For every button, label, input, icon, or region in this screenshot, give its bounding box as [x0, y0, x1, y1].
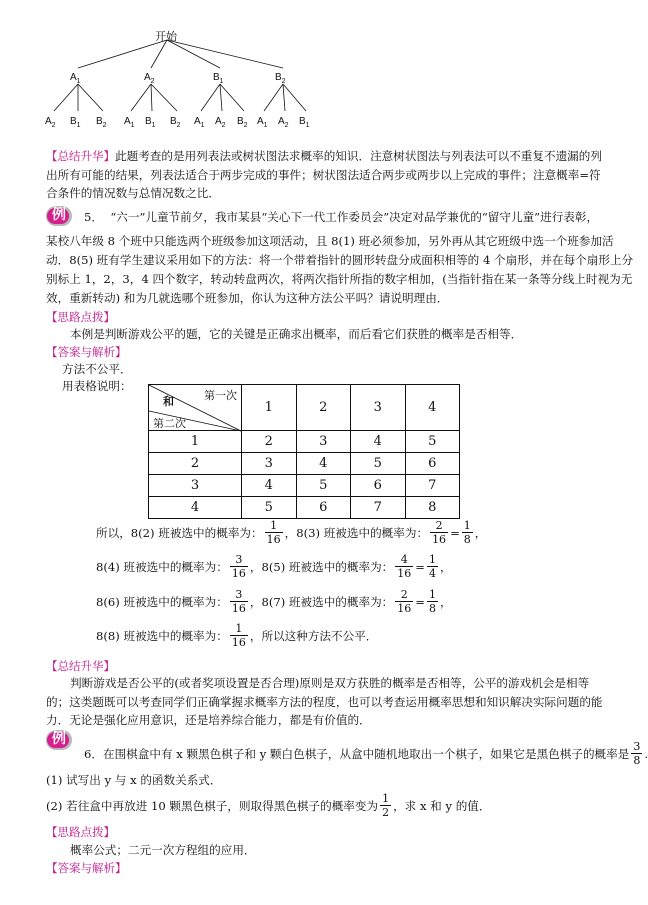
example-5-line-2: 某校八年级 8 个班中只能选两个班级参加这项活动，且 8(1) 班必须参加，另外再从其它班级中选一个班参加活: [46, 234, 614, 248]
table-row: [149, 453, 460, 475]
table-row: [149, 475, 460, 497]
tree-leaf: $B_1$: [145, 116, 156, 129]
tree-leaf: $B_2$: [170, 116, 181, 129]
prob-line-4: 8(8) 班被选中的概率为： $\frac{1}{16}$ ，所以这种方法不公平．: [96, 622, 378, 649]
table-cell: 4: [296, 453, 351, 475]
answer-line-2: 用表格说明：: [62, 379, 132, 393]
tree-leaf: $A_2$: [215, 116, 226, 129]
table-cell: 3: [242, 453, 297, 475]
fraction: $\frac{1}{16}$: [231, 622, 246, 649]
answer-tag: 【答案与解析】: [46, 345, 127, 359]
answer-line-1: 方法不公平．: [62, 362, 132, 376]
table-corner: [149, 385, 242, 431]
table-cell: 7: [405, 475, 460, 497]
summary-tag-2: 【总结升华】: [46, 659, 115, 673]
col-header: 3: [351, 385, 406, 431]
sum-table: [148, 384, 460, 519]
example-badge: 例: [46, 206, 72, 226]
fraction: $\frac{4}{16}$: [397, 553, 412, 580]
tree-leaf: $A_1$: [124, 116, 135, 129]
col-header: 4: [405, 385, 460, 431]
hint-text: 本例是判断游戏公平的题，它的关键是正确求出概率，而后看它们获胜的概率是否相等．: [70, 327, 523, 341]
example-5-line-1: 5． “六一”儿童节前夕，我市某县“关心下一代工作委员会”决定对品学兼优的“留守儿童”进行表彰，: [84, 210, 599, 224]
tree-leaf: $B_2$: [96, 116, 107, 129]
fraction: $\frac{1}{16}$: [266, 519, 281, 546]
summary-tag: 【总结升华】: [46, 149, 115, 163]
example-badge: 例: [46, 730, 72, 750]
corner-first: 第一次: [204, 389, 237, 402]
prob-line-2: 8(4) 班被选中的概率为： $\frac{3}{16}$ ，8(5) 班被选中的概率为： $\frac{4}{16}$ = $\frac{1}{4}$ ，: [96, 553, 452, 580]
summary-1: [46, 147, 606, 203]
fraction: $\frac{1}{2}$: [382, 792, 390, 819]
fraction: $\frac{1}{8}$: [429, 588, 436, 615]
tree-node: $B_2$: [275, 72, 286, 85]
corner-sum: 和: [163, 395, 174, 408]
table-cell: 4: [351, 431, 406, 453]
table-cell: 6: [296, 497, 351, 519]
fraction: $\frac{1}{4}$: [429, 553, 436, 580]
example-6-q1: (1) 试写出 y 与 x 的函数关系式．: [46, 773, 222, 787]
tree-root: 开始: [155, 31, 177, 43]
table-cell: 5: [296, 475, 351, 497]
table-cell: 6: [351, 475, 406, 497]
tree-level1: [70, 72, 286, 85]
table-cell: 2: [242, 431, 297, 453]
row-header: 1: [149, 431, 242, 453]
col-header: 1: [242, 385, 297, 431]
tree-leaf: $A_2$: [278, 116, 289, 129]
fraction: $\frac{2}{16}$: [397, 588, 412, 615]
table-cell: 5: [242, 497, 297, 519]
row-header: 2: [149, 453, 242, 475]
corner-second: 第二次: [153, 417, 186, 430]
example-5-line-3: 动．8(5) 班有学生建议采用如下的方法：将一个带着指针的圆形转盘分成面积相等的 4 个扇形，并在每个扇形上分: [46, 253, 634, 267]
tree-node: $B_1$: [213, 72, 224, 85]
hint-tag-2: 【思路点拨】: [46, 825, 115, 839]
tree-leaf: $B_2$: [237, 116, 248, 129]
table-row: [149, 497, 460, 519]
table-cell: 5: [405, 431, 460, 453]
tree-node: $A_2$: [144, 72, 155, 85]
summary-2-text: 判断游戏是否公平的(或者奖项设置是否合理)原则是双方获胜的概率是否相等，公平的游戏机会是相等的；这类题既可以考查同学们正确掌握求概率方法的程度，也可以考查运用概率思想和知识解决实际问题的能力．无论是强化应用意识，还是培养综合能力，都是有价值的．: [46, 676, 603, 727]
fraction: $\frac{3}{8}$: [633, 740, 641, 767]
example-5-line-5: 效，重新转动) 和为几就选哪个班参加，你认为这种方法公平吗？请说明理由．: [46, 291, 449, 305]
fraction: $\frac{1}{8}$: [463, 519, 471, 546]
table-cell: 5: [351, 453, 406, 475]
col-header: 2: [296, 385, 351, 431]
table-row: [149, 431, 460, 453]
row-header: 3: [149, 475, 242, 497]
hint-text-2: 概率公式；二元一次方程组的应用．: [70, 843, 256, 857]
hint-tag: 【思路点拨】: [46, 310, 115, 324]
table-cell: 8: [405, 497, 460, 519]
tree-leaf: $A_2$: [45, 116, 56, 129]
table-cell: 3: [296, 431, 351, 453]
table-cell: 6: [405, 453, 460, 475]
example-6-line: 6．在围棋盒中有 x 颗黑色棋子和 y 颗白色棋子，从盒中随机地取出一个棋子，如果它是黑色棋子的概率是 $\frac{3}{8}$ .: [84, 740, 648, 767]
summary-text: 此题考查的是用列表法或树状图法求概率的知识．注意树状图法与列表法可以不重复不遗漏的列出所有可能的结果，列表法适合于两步完成的事件；树状图法适合两步或两步以上完成的事件；注意概率=符合条件的情况数与总情况数之比．: [46, 149, 602, 200]
prob-line-3: 8(6) 班被选中的概率为： $\frac{3}{16}$ ，8(7) 班被选中的概率为： $\frac{2}{16}$ = $\frac{1}{8}$ ，: [96, 588, 452, 615]
tree-node: $A_1$: [70, 72, 81, 85]
table-cell: 4: [242, 475, 297, 497]
tree-leaf: $A_1$: [194, 116, 205, 129]
table-cell: 7: [351, 497, 406, 519]
answer-tag-2: 【答案与解析】: [46, 861, 127, 875]
prob-line-1: 所以，8(2) 班被选中的概率为： $\frac{1}{16}$ ，8(3) 班被选中的概率为： $\frac{2}{16}$ = $\frac{1}{8}$ ，: [96, 519, 487, 546]
tree-diagram: [40, 28, 330, 133]
tree-leaf: $B_1$: [70, 116, 81, 129]
example-6-q2: (2) 若往盒中再放进 10 颗黑色棋子，则取得黑色棋子的概率变为 $\frac{1}{2}$ ，求 x 和 y 的值．: [46, 792, 491, 819]
example-5-line-4: 别标上 1，2，3，4 四个数字，转动转盘两次，将两次指针所指的数字相加，(当指针指在某一条等分线上时视为无: [46, 272, 633, 286]
fraction: $\frac{3}{16}$: [231, 588, 246, 615]
tree-leaf: $B_1$: [299, 116, 310, 129]
fraction: $\frac{3}{16}$: [231, 553, 246, 580]
tree-leaves: [45, 116, 310, 129]
row-header: 4: [149, 497, 242, 519]
fraction: $\frac{2}{16}$: [432, 519, 447, 546]
tree-leaf: $A_1$: [257, 116, 268, 129]
